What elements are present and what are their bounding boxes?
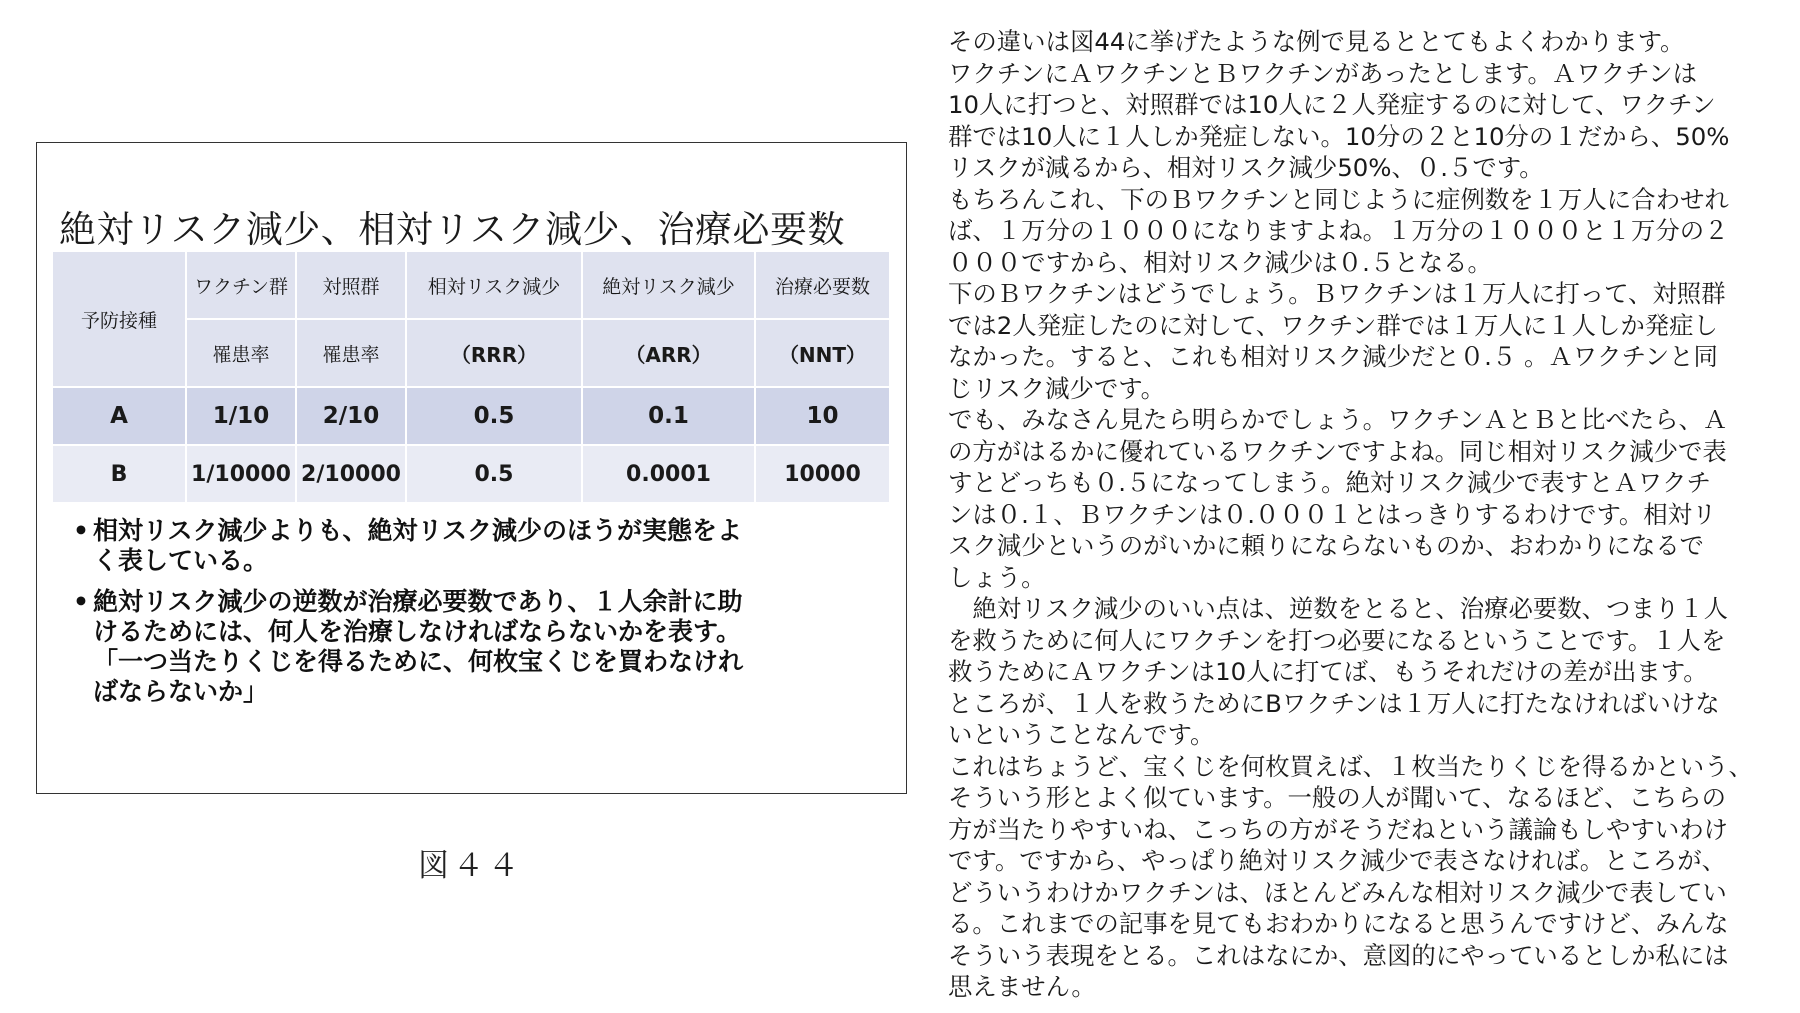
table-cell: 0.5 bbox=[406, 387, 582, 445]
article-line: リスクが減るから、相対リスク減少50%、０.５です。 bbox=[948, 153, 1544, 182]
bullet-line: 絶対リスク減少の逆数が治療必要数であり、１人余計に助 bbox=[93, 587, 743, 616]
article-line: いということなんです。 bbox=[948, 720, 1215, 749]
article-line: を救うために何人にワクチンを打つ必要になるということです。１人を bbox=[948, 625, 1726, 655]
article-line: もちろんこれ、下のＢワクチンと同じように症例数を１万人に合わせれ bbox=[948, 184, 1729, 214]
table-cell: 0.5 bbox=[406, 445, 582, 503]
slide-bullets bbox=[73, 516, 883, 718]
table-cell: 1/10 bbox=[186, 387, 296, 445]
article-line: では2人発症したのに対して、ワクチン群では１万人に１人しか発症し bbox=[948, 310, 1718, 340]
subheader-cell: （ARR） bbox=[582, 319, 755, 387]
article-text bbox=[948, 26, 1800, 1003]
article-line: です。ですから、やっぱり絶対リスク減少で表さなければ。ところが、 bbox=[948, 846, 1727, 875]
table-cell: 10 bbox=[755, 387, 890, 445]
article-line: 10人に打つと、対照群では10人に２人発症するのに対して、ワクチン bbox=[948, 90, 1716, 119]
bullet-line: 「一つ当たりくじを得るために、何枚宝くじを買わなけれ bbox=[93, 647, 744, 676]
header-cell: 対照群 bbox=[296, 251, 406, 319]
table-cell: 0.0001 bbox=[582, 445, 755, 503]
bullet-line: ばならないか」 bbox=[93, 677, 269, 706]
subheader-cell: 罹患率 bbox=[296, 319, 406, 387]
article-line: 下のＢワクチンはどうでしょう。Ｂワクチンは１万人に打って、対照群 bbox=[948, 279, 1726, 308]
article-line: しょう。 bbox=[948, 562, 1046, 592]
subheader-cell: 罹患率 bbox=[186, 319, 296, 387]
table-row bbox=[52, 387, 890, 445]
article-line: そういう表現をとる。これはなにか、意図的にやっているとしか私には bbox=[948, 940, 1729, 970]
table-row bbox=[52, 445, 890, 503]
article-line: ば、１万分の１０００になりますよね。１万分の１０００と１万分の２ bbox=[948, 216, 1729, 245]
bullet-item bbox=[73, 516, 883, 576]
risk-reduction-table bbox=[51, 250, 891, 504]
bullet-line: く表している。 bbox=[93, 546, 269, 575]
header-cell: 絶対リスク減少 bbox=[582, 251, 755, 319]
table-cell: 0.1 bbox=[582, 387, 755, 445]
bullet-marker: • bbox=[73, 587, 89, 616]
article-line: 方が当たりやすいね、こっちの方がそうだねという議論もしやすいわけ bbox=[948, 814, 1729, 844]
article-line: ワクチンにＡワクチンとＢワクチンがあったとします。Ａワクチンは bbox=[948, 58, 1698, 88]
bullet-line: けるためには、何人を治療しなければならないかを表す。 bbox=[93, 617, 742, 646]
article-line: スク減少というのがいかに頼りにならないものか、おわかりになるで bbox=[948, 531, 1704, 560]
article-line: どういうわけかワクチンは、ほとんどみんな相対リスク減少で表してい bbox=[948, 877, 1727, 907]
article-line: これはちょうど、宝くじを何枚買えば、１枚当たりくじを得るかという、 bbox=[948, 751, 1753, 781]
table-cell: 1/10000 bbox=[186, 445, 296, 503]
table-cell: 2/10000 bbox=[296, 445, 406, 503]
bullet-line: 相対リスク減少よりも、絶対リスク減少のほうが実態をよ bbox=[93, 516, 743, 545]
row-label: B bbox=[52, 445, 186, 503]
article-line: じリスク減少です。 bbox=[948, 373, 1166, 403]
article-line: その違いは図44に挙げたような例で見るととてもよくわかります。 bbox=[948, 27, 1685, 56]
article-line: でも、みなさん見たら明らかでしょう。ワクチンＡとＢと比べたら、Ａ bbox=[948, 405, 1728, 434]
figure-caption: 図４４ bbox=[418, 848, 523, 884]
subheader-cell: （NNT） bbox=[755, 319, 890, 387]
article-line: なかった。すると、これも相対リスク減少だと０.５ 。Ａワクチンと同 bbox=[948, 342, 1718, 371]
bullet-item bbox=[73, 587, 883, 707]
table-corner-cell: 予防接種 bbox=[52, 251, 186, 387]
article-line: る。これまでの記事を見てもおわかりになると思うんですけど、みんな bbox=[948, 909, 1729, 938]
table-cell: 2/10 bbox=[296, 387, 406, 445]
article-line: すとどっちも０.５になってしまう。絶対リスク減少で表すとＡワクチ bbox=[948, 468, 1711, 497]
subheader-cell: （RRR） bbox=[406, 319, 582, 387]
header-cell: 相対リスク減少 bbox=[406, 251, 582, 319]
bullet-marker: • bbox=[73, 516, 89, 545]
article-line: 思えません。 bbox=[948, 972, 1096, 1001]
article-line: 救うためにＡワクチンは10人に打てば、もうそれだけの差が出ます。 bbox=[948, 657, 1708, 686]
article-line: 群では10人に１人しか発症しない。10分の２と10分の１だから、50% bbox=[948, 121, 1730, 151]
header-cell: ワクチン群 bbox=[186, 251, 296, 319]
article-line: ところが、１人を救うためにBワクチンは１万人に打たなければいけな bbox=[948, 688, 1720, 718]
article-line: の方がはるかに優れているワクチンですよね。同じ相対リスク減少で表 bbox=[948, 436, 1727, 466]
header-cell: 治療必要数 bbox=[755, 251, 890, 319]
figure-slide bbox=[36, 142, 907, 794]
slide-title: 絶対リスク減少、相対リスク減少、治療必要数 bbox=[59, 208, 846, 251]
article-line: ０００ですから、相対リスク減少は０.５となる。 bbox=[948, 247, 1492, 277]
article-line: ンは０.１、Ｂワクチンは０.０００１とはっきりするわけです。相対リ bbox=[948, 499, 1717, 529]
table-header-row bbox=[52, 251, 890, 319]
table-cell: 10000 bbox=[755, 445, 890, 503]
article-line: そういう形とよく似ています。一般の人が聞いて、なるほど、こちらの bbox=[948, 783, 1727, 812]
row-label: A bbox=[52, 387, 186, 445]
article-line: 絶対リスク減少のいい点は、逆数をとると、治療必要数、つまり１人 bbox=[948, 594, 1729, 623]
